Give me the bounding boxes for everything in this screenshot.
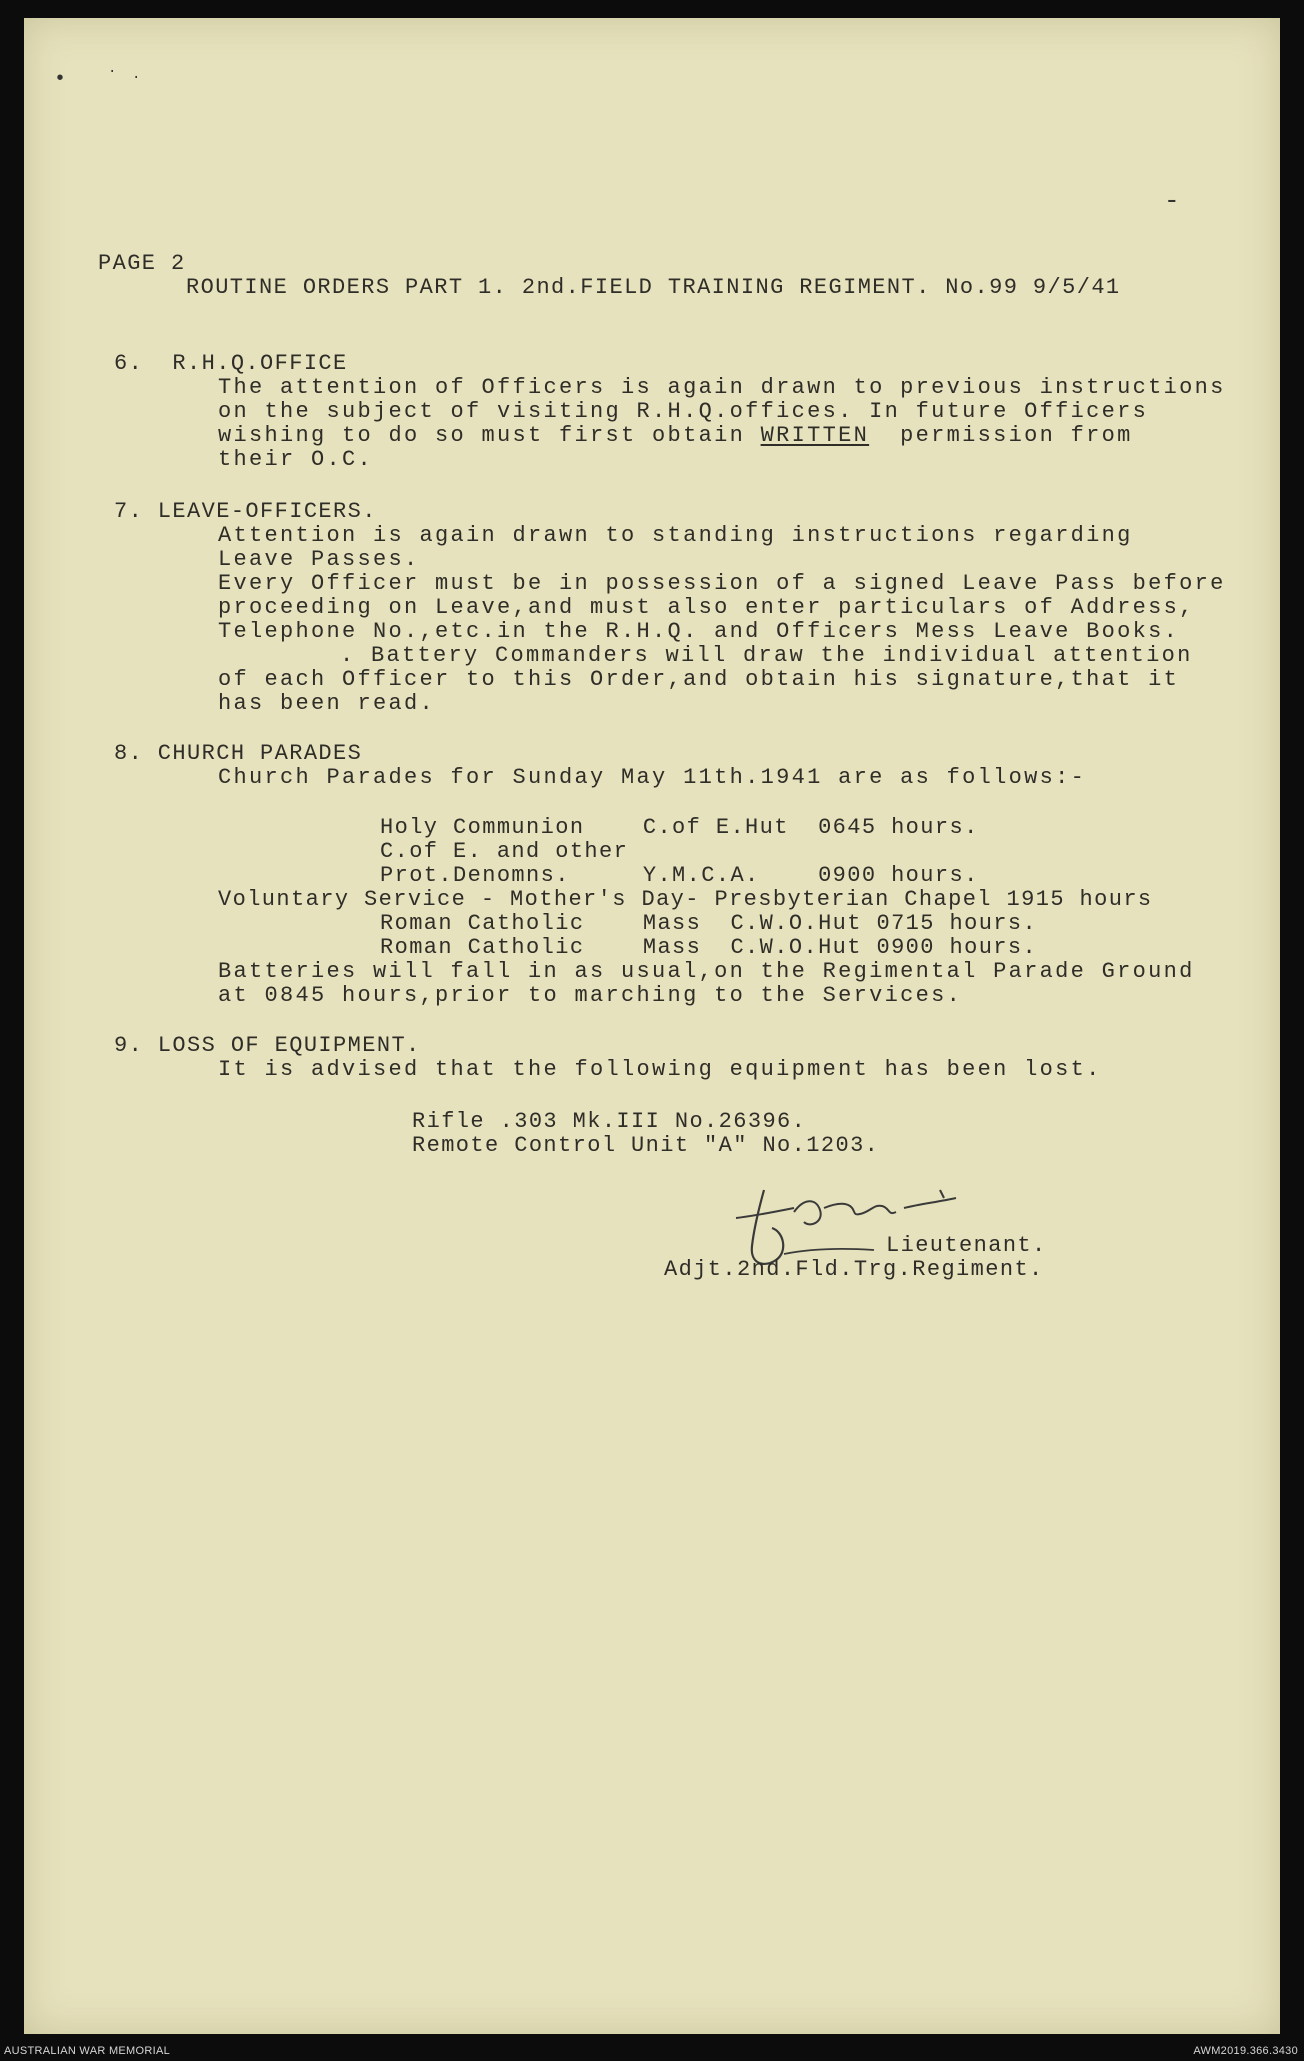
section-6-line: The attention of Officers is again drawn to previous instructions	[218, 375, 1226, 400]
section-6-line: their O.C.	[218, 447, 374, 472]
section-7-heading: 7. LEAVE-OFFICERS.	[114, 499, 377, 524]
document-header: ROUTINE ORDERS PART 1. 2nd.FIELD TRAINING REGIMENT. No.99 9/5/41	[186, 275, 1121, 300]
lost-item: Remote Control Unit "A" No.1203.	[412, 1133, 880, 1158]
section-7-line: proceeding on Leave,and must also enter particulars of Address,	[218, 595, 1195, 620]
section-9-intro: It is advised that the following equipment has been lost.	[218, 1057, 1102, 1082]
schedule-row: Holy Communion C.of E.Hut 0645 hours.	[380, 815, 979, 840]
section-7-line: has been read.	[218, 691, 436, 716]
section-8-heading: 8. CHURCH PARADES	[114, 741, 363, 766]
page-label: PAGE 2	[98, 251, 186, 276]
section-7-line: of each Officer to this Order,and obtain his signature,that it	[218, 667, 1180, 692]
section-9-heading: 9. LOSS OF EQUIPMENT.	[114, 1033, 421, 1058]
schedule-row: C.of E. and other	[380, 839, 629, 864]
section-7-line: Leave Passes.	[218, 547, 420, 572]
schedule-row: Prot.Denomns. Y.M.C.A. 0900 hours.	[380, 863, 979, 888]
signatory-rank: Lieutenant.	[886, 1233, 1047, 1258]
section-7-line: Attention is again drawn to standing instructions regarding	[218, 523, 1133, 548]
document-page	[24, 18, 1280, 2034]
section-6-heading: 6. R.H.Q.OFFICE	[114, 351, 348, 376]
ink-mark: ·	[132, 70, 141, 86]
written-emphasis: WRITTEN	[760, 423, 870, 448]
section-6-line	[218, 424, 1133, 448]
section-8-intro: Church Parades for Sunday May 11th.1941 are as follows:-	[218, 765, 1087, 790]
section-6-line: on the subject of visiting R.H.Q.offices. In future Officers	[218, 399, 1149, 424]
schedule-row: Roman Catholic Mass C.W.O.Hut 0900 hours.	[380, 935, 1038, 960]
ink-mark: ‑	[1164, 186, 1180, 216]
ink-mark: •	[54, 68, 67, 91]
signatory-appointment: Adjt.2nd.Fld.Trg.Regiment.	[664, 1257, 1044, 1282]
section-8-closing: Batteries will fall in as usual,on the Regimental Parade Ground	[218, 959, 1195, 984]
ink-mark: ·	[108, 64, 117, 80]
voluntary-service: Voluntary Service - Mother's Day- Presbyterian Chapel 1915 hours	[218, 887, 1153, 912]
footer-accession-number: AWM2019.366.3430	[1193, 2045, 1298, 2057]
section-6-line-prefix: wishing to do so must first obtain	[218, 423, 761, 448]
section-6-line-suffix: permission from	[900, 423, 1133, 448]
section-8-closing: at 0845 hours,prior to marching to the Services.	[218, 983, 963, 1008]
section-7-line: Every Officer must be in possession of a signed Leave Pass before	[218, 571, 1226, 596]
schedule-row: Roman Catholic Mass C.W.O.Hut 0715 hours.	[380, 911, 1038, 936]
section-7-line: Telephone No.,etc.in the R.H.Q. and Officers Mess Leave Books.	[218, 619, 1180, 644]
lost-item: Rifle .303 Mk.III No.26396.	[412, 1109, 807, 1134]
section-7-line: . Battery Commanders will draw the individual attention	[340, 643, 1193, 668]
footer-institution: AUSTRALIAN WAR MEMORIAL	[4, 2045, 171, 2057]
